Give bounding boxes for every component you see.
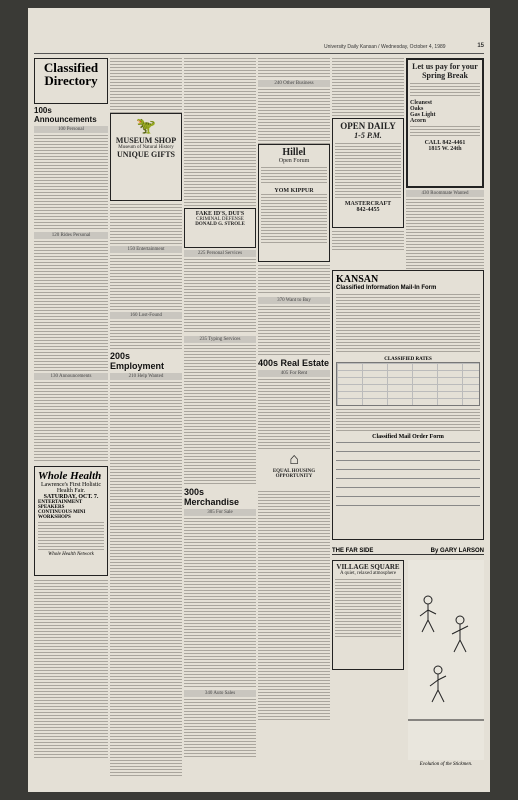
typing-section: 235 Typing Services [184, 336, 256, 343]
for-sale-section: 305 For Sale [184, 509, 256, 516]
personal-section: 100 Personal [34, 126, 108, 133]
publication-line: University Daily Kansan / Wednesday, October 4, 1989 [324, 44, 446, 50]
hillel-text [261, 167, 327, 185]
mastercraft-phone: 842-4455 [356, 207, 380, 213]
classified-directory-box [34, 58, 108, 104]
spring-item-2: Oaks [410, 106, 424, 112]
fake-id-sub: CRIMINAL DEFENSE [196, 217, 244, 222]
other-business-section: 240 Other Business [258, 80, 330, 87]
roommate-text [406, 199, 484, 269]
village-square-text [335, 579, 401, 639]
spring-call: CALL 842-4461 [424, 140, 466, 146]
unique-gifts: UNIQUE GIFTS [116, 150, 175, 159]
services-text [184, 259, 256, 334]
rides-section: 120 Rides Personal [34, 232, 108, 239]
village-square-sub: A quiet, relaxed atmosphere [339, 571, 397, 576]
open-hours: 1-5 P.M. [354, 131, 382, 140]
rates-title: CLASSIFIED RATES [384, 357, 432, 362]
whole-health-date: SATURDAY, OCT. 7. [43, 494, 99, 500]
auto-text [184, 699, 256, 759]
column-4 [258, 58, 330, 778]
spring-item-3: Gas Light [410, 112, 436, 118]
spring-break-text [410, 83, 480, 97]
museum-shop-title: MUSEUM SHOP [115, 136, 177, 145]
far-side-caption: Evolution of the Stickmen. [419, 762, 473, 767]
personal-services-section: 225 Personal Services [184, 250, 256, 257]
col4-top-text [258, 58, 330, 78]
whole-health-line-1: ENTERTAINMENT [38, 500, 83, 505]
want-to-buy-text [258, 306, 330, 356]
col2-text-a [110, 204, 182, 244]
announcements-text [34, 382, 108, 462]
column-6 [406, 58, 484, 778]
museum-shop-sub: Museum of Natural History [118, 145, 174, 150]
classified-directory-title: Classified Directory [43, 60, 99, 88]
mastercraft-name: MASTERCRAFT [344, 201, 392, 207]
typing-text [184, 345, 256, 485]
village-square-title: VILLAGE SQUARE [336, 563, 400, 571]
hillel-ad [258, 144, 330, 262]
column-2 [110, 58, 182, 778]
lost-found-section: 160 Lost-Found [110, 312, 182, 319]
yom-kippur: YOM KIPPUR [274, 188, 314, 194]
hillel-title: Hillel [282, 147, 306, 158]
auto-sales-section: 340 Auto Sales [184, 690, 256, 697]
help-wanted-section: 210 Help Wanted [110, 373, 182, 380]
far-side-author: By GARY LARSON [430, 548, 484, 554]
open-daily: OPEN DAILY [340, 121, 396, 131]
merchandise-heading: 300s Merchandise [184, 487, 240, 507]
col4-text-b [258, 265, 330, 295]
want-to-buy-section: 370 Want to Buy [258, 297, 330, 304]
yom-text [261, 194, 327, 244]
whole-health-line-3: CONTINUOUS MINI WORKSHOPS [38, 510, 86, 520]
page-number: 15 [477, 43, 484, 49]
spring-break-text-b [410, 126, 480, 138]
col1-bottom-text [34, 580, 108, 760]
col3-top-text [184, 58, 256, 208]
help-wanted-text [110, 382, 182, 778]
for-rent-text [258, 379, 330, 449]
announcements-section: 130 Announcements [34, 373, 108, 380]
spring-item-4: Acorn [410, 118, 426, 124]
whole-health-text [38, 522, 104, 552]
kansan-masthead: KANSAN [336, 274, 379, 285]
equal-housing-text: EQUAL HOUSING OPPORTUNITY [272, 469, 316, 479]
header-rule [34, 53, 484, 54]
fake-id-name: DONALD G. STROLE [195, 222, 245, 227]
spring-address: 1815 W. 24th [428, 146, 462, 152]
fake-id-title: FAKE ID'S, DUI'S [195, 211, 245, 217]
real-estate-heading: 400s Real Estate [258, 358, 330, 368]
mastercraft-text [335, 143, 401, 198]
whole-health-title: Whole Health [38, 470, 102, 482]
village-square-ad [332, 560, 404, 670]
announcements-heading: 100s Announcements [34, 106, 97, 124]
employment-heading: 200s Employment [110, 351, 165, 371]
kansan-sub: Classified Information Mail-In Form [336, 285, 437, 291]
lost-found-text [110, 321, 182, 349]
whole-health-ad [34, 466, 108, 576]
entertainment-text [110, 255, 182, 310]
whole-health-line-2: SPEAKERS [38, 505, 65, 510]
roommate-section: 430 Roommate Wanted [406, 190, 484, 197]
page-header [34, 44, 484, 52]
spring-break-title: Let us pay for your Spring Break [412, 62, 478, 80]
for-sale-text [184, 518, 256, 688]
column-1 [34, 58, 108, 778]
rides-text [34, 241, 108, 371]
other-business-text [258, 89, 330, 144]
museum-shop-ad: 🦖 MUSEUM SHOP Museum of Natural History UNIQUE GIFTS [110, 113, 182, 201]
entertainment-section: 150 Entertainment [110, 246, 182, 253]
personal-text [34, 135, 108, 230]
whole-health-footer: Whole Health Network [48, 552, 94, 557]
col5-top-text [332, 58, 404, 118]
column-3 [184, 58, 256, 778]
spring-break-ad [406, 58, 484, 188]
whole-health-sub: Lawrence's First Holistic Health Fair. [40, 482, 102, 494]
mastercraft-ad [332, 118, 404, 228]
mail-order-title: Classified Mail Order Form [372, 434, 444, 440]
far-side-title: THE FAR SIDE [332, 548, 374, 554]
hillel-sub: Open Forum [278, 158, 310, 164]
equal-housing-logo: ⌂ EQUAL HOUSING OPPORTUNITY [258, 449, 330, 491]
col4-bottom-text [258, 491, 330, 721]
fake-id-ad [184, 208, 256, 248]
col5-text-b [332, 231, 404, 251]
for-rent-section: 405 For Rent [258, 370, 330, 377]
col2-top-text [110, 58, 182, 113]
newspaper-page [28, 8, 490, 792]
spring-item-1: Cleanest [410, 100, 432, 106]
